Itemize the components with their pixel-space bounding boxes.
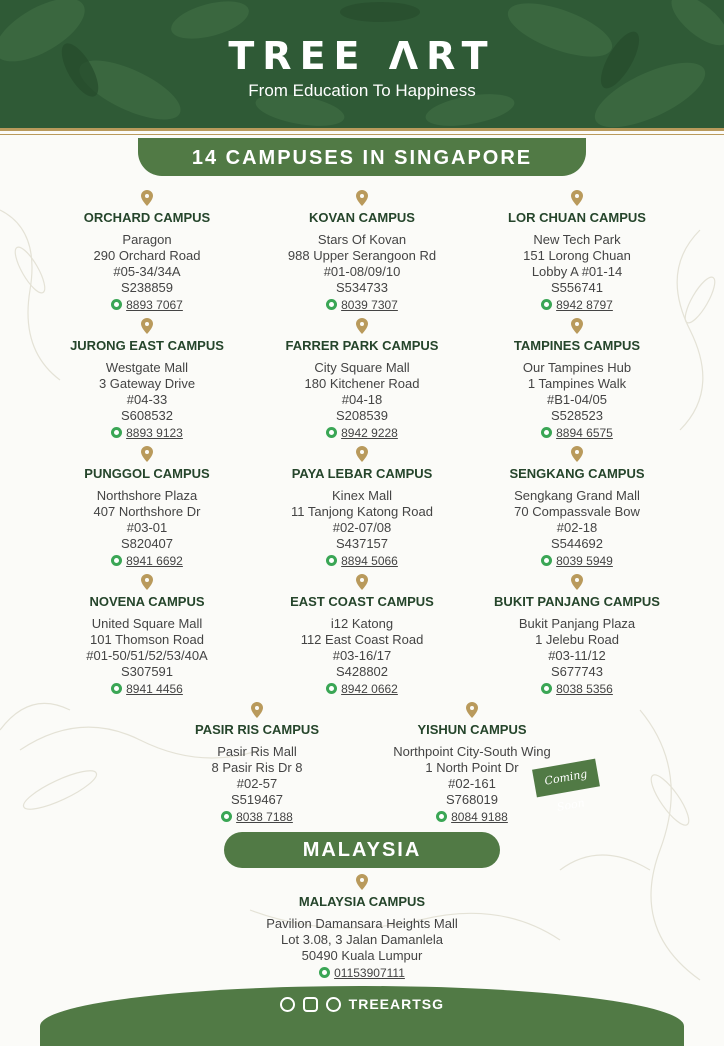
location-pin-icon	[571, 446, 583, 462]
address-line: 50490 Kuala Lumpur	[301, 948, 423, 963]
social-handle[interactable]: TREEARTSG	[348, 996, 444, 1012]
location-pin-icon	[356, 318, 368, 334]
address-line: 70 Compassvale Bow	[514, 504, 640, 519]
location-pin-icon	[141, 318, 153, 334]
tagline: From Education To Happiness	[248, 81, 476, 100]
phone-number[interactable]: 8038 7188	[236, 810, 293, 824]
address-line: S677743	[550, 664, 604, 679]
whatsapp-icon	[541, 555, 552, 566]
gold-divider-thin	[0, 134, 724, 135]
phone-number[interactable]: 8942 8797	[556, 298, 613, 312]
address-line: S534733	[335, 280, 389, 295]
phone-number[interactable]: 01153907111	[334, 966, 405, 980]
address-line: S307591	[120, 664, 174, 679]
location-pin-icon	[356, 446, 368, 462]
address-line: S544692	[550, 536, 604, 551]
whatsapp-icon	[436, 811, 447, 822]
location-pin-icon	[356, 574, 368, 590]
campus-name: LOR CHUAN CAMPUS	[508, 210, 646, 225]
address-line: S556741	[550, 280, 604, 295]
campus-name: PASIR RIS CAMPUS	[195, 722, 319, 737]
location-pin-icon	[141, 190, 153, 206]
phone-link[interactable]	[457, 681, 697, 697]
address-line: Paragon	[122, 232, 172, 247]
address-line: #04-33	[126, 392, 168, 407]
whatsapp-icon	[326, 683, 337, 694]
address-line: 112 East Coast Road	[300, 632, 424, 647]
phone-number[interactable]: 8941 4456	[126, 682, 183, 696]
phone-number[interactable]: 8893 7067	[126, 298, 183, 312]
address-line: 988 Upper Serangoon Rd	[287, 248, 437, 263]
phone-number[interactable]: 8942 0662	[341, 682, 398, 696]
whatsapp-icon	[111, 555, 122, 566]
address-line: S437157	[335, 536, 389, 551]
address-line: #02-07/08	[332, 520, 392, 535]
header-banner	[0, 0, 724, 128]
address-line: United Square Mall	[91, 616, 203, 631]
phone-link[interactable]	[242, 297, 482, 313]
phone-link[interactable]	[27, 553, 267, 569]
campus-card	[457, 190, 697, 313]
campus-name: NOVENA CAMPUS	[89, 594, 205, 609]
phone-number[interactable]: 8084 9188	[451, 810, 508, 824]
brand-logo: TREE ΛRT	[228, 34, 496, 78]
whatsapp-icon	[111, 299, 122, 310]
phone-number[interactable]: 8039 7307	[341, 298, 398, 312]
address-line: Kinex Mall	[332, 488, 392, 503]
whatsapp-icon	[541, 299, 552, 310]
campus-name: ORCHARD CAMPUS	[83, 210, 211, 225]
phone-number[interactable]: 8038 5356	[556, 682, 613, 696]
address-line: 180 Kitchener Road	[304, 376, 420, 391]
address-line: #03-01	[126, 520, 168, 535]
address-line: Bukit Panjang Plaza	[518, 616, 636, 631]
address-line: S238859	[120, 280, 174, 295]
campus-name: JURONG EAST CAMPUS	[70, 338, 224, 353]
campus-name: PAYA LEBAR CAMPUS	[291, 466, 433, 481]
malaysia-campus-card	[242, 874, 482, 981]
instagram-icon[interactable]	[303, 997, 318, 1012]
phone-link[interactable]	[457, 553, 697, 569]
campus-card	[27, 190, 267, 313]
address-line: #B1-04/05	[547, 392, 607, 407]
address-line: #02-161	[448, 776, 496, 791]
social-links	[0, 996, 724, 1012]
campus-card	[457, 574, 697, 697]
location-pin-icon	[141, 446, 153, 462]
address-line: #02-57	[236, 776, 278, 791]
address-line: 8 Pasir Ris Dr 8	[211, 760, 303, 775]
phone-link[interactable]	[27, 297, 267, 313]
address-line: S528523	[550, 408, 604, 423]
address-line: Lobby A #01-14	[531, 264, 623, 279]
phone-link[interactable]	[352, 809, 592, 825]
facebook-icon[interactable]	[280, 997, 295, 1012]
location-pin-icon	[356, 190, 368, 206]
campus-card	[457, 318, 697, 441]
whatsapp-icon	[541, 683, 552, 694]
gold-divider	[0, 128, 724, 131]
whatsapp-icon	[111, 427, 122, 438]
address-line: Pavilion Damansara Heights Mall	[266, 916, 458, 931]
address-line: 3 Gateway Drive	[98, 376, 196, 391]
address-line: 151 Lorong Chuan	[523, 248, 631, 263]
address-line: S608532	[120, 408, 174, 423]
whatsapp-icon	[326, 299, 337, 310]
address-line: S768019	[445, 792, 499, 807]
address-line: 101 Thomson Road	[90, 632, 204, 647]
address-line: Northpoint City-South Wing	[393, 744, 551, 759]
address-line: Sengkang Grand Mall	[514, 488, 640, 503]
campus-card	[242, 446, 482, 569]
phone-number[interactable]: 8039 5949	[556, 554, 613, 568]
campus-card	[242, 190, 482, 313]
campus-card	[27, 574, 267, 697]
address-line: 11 Tanjong Katong Road	[291, 504, 433, 519]
whatsapp-icon	[221, 811, 232, 822]
phone-link[interactable]	[27, 681, 267, 697]
address-line: Pasir Ris Mall	[217, 744, 297, 759]
whatsapp-icon	[541, 427, 552, 438]
phone-link[interactable]	[242, 965, 482, 981]
address-line: S428802	[335, 664, 389, 679]
location-pin-icon	[571, 190, 583, 206]
address-line: Northshore Plaza	[96, 488, 198, 503]
location-pin-icon	[466, 702, 478, 718]
campus-name: FARRER PARK CAMPUS	[285, 338, 439, 353]
address-line: 1 Tampines Walk	[527, 376, 627, 391]
address-line: #03-11/12	[548, 648, 606, 663]
campus-name: PUNGGOL CAMPUS	[84, 466, 210, 481]
malaysia-heading: MALAYSIA	[224, 832, 500, 868]
campus-card	[27, 446, 267, 569]
campus-name: BUKIT PANJANG CAMPUS	[494, 594, 660, 609]
phone-number[interactable]: 8893 9123	[126, 426, 183, 440]
address-line: #04-18	[341, 392, 383, 407]
campus-card	[137, 702, 377, 825]
campus-name: SENGKANG CAMPUS	[509, 466, 645, 481]
phone-link[interactable]	[242, 553, 482, 569]
campuses-heading: 14 CAMPUSES IN SINGAPORE	[138, 138, 586, 176]
address-line: City Square Mall	[314, 360, 410, 375]
address-line: #05-34/34A	[113, 264, 181, 279]
campus-name: EAST COAST CAMPUS	[290, 594, 434, 609]
address-line: 290 Orchard Road	[93, 248, 201, 263]
campus-name: KOVAN CAMPUS	[309, 210, 415, 225]
address-line: 1 Jelebu Road	[535, 632, 619, 647]
whatsapp-icon	[319, 967, 330, 978]
campus-card	[27, 318, 267, 441]
campus-card	[457, 446, 697, 569]
address-line: S820407	[120, 536, 174, 551]
location-pin-icon	[571, 318, 583, 334]
address-line: Our Tampines Hub	[522, 360, 632, 375]
address-line: Stars Of Kovan	[317, 232, 407, 247]
location-pin-icon	[251, 702, 263, 718]
address-line: New Tech Park	[533, 232, 621, 247]
address-line: S519467	[230, 792, 284, 807]
phone-number[interactable]: 8894 6575	[556, 426, 613, 440]
coming-soon-badge: Coming Soon	[532, 759, 600, 798]
address-line: #01-50/51/52/53/40A	[86, 648, 208, 663]
campus-name: TAMPINES CAMPUS	[513, 338, 641, 353]
whatsapp-icon	[111, 683, 122, 694]
location-pin-icon	[571, 574, 583, 590]
phone-link[interactable]	[242, 681, 482, 697]
address-line: Lot 3.08, 3 Jalan Damanlela	[281, 932, 443, 947]
address-line: 407 Northshore Dr	[93, 504, 201, 519]
phone-link[interactable]	[137, 809, 377, 825]
phone-number[interactable]: 8894 5066	[341, 554, 398, 568]
phone-link[interactable]	[457, 425, 697, 441]
phone-link[interactable]	[242, 425, 482, 441]
whatsapp-icon	[326, 427, 337, 438]
campus-name: YISHUN CAMPUS	[417, 722, 527, 737]
phone-number[interactable]: 8941 6692	[126, 554, 183, 568]
location-pin-icon	[356, 874, 368, 890]
address-line: Westgate Mall	[105, 360, 189, 375]
address-line: #02-18	[556, 520, 598, 535]
address-line: #01-08/09/10	[323, 264, 401, 279]
xiaohongshu-icon[interactable]	[326, 997, 341, 1012]
phone-link[interactable]	[457, 297, 697, 313]
address-line: #03-16/17	[332, 648, 392, 663]
campus-card	[242, 318, 482, 441]
location-pin-icon	[141, 574, 153, 590]
campus-card	[242, 574, 482, 697]
whatsapp-icon	[326, 555, 337, 566]
campus-name: MALAYSIA CAMPUS	[298, 894, 426, 909]
address-line: 1 North Point Dr	[425, 760, 519, 775]
footer-bar	[40, 986, 684, 1046]
phone-link[interactable]	[27, 425, 267, 441]
address-line: S208539	[335, 408, 389, 423]
phone-number[interactable]: 8942 9228	[341, 426, 398, 440]
address-line: i12 Katong	[330, 616, 394, 631]
